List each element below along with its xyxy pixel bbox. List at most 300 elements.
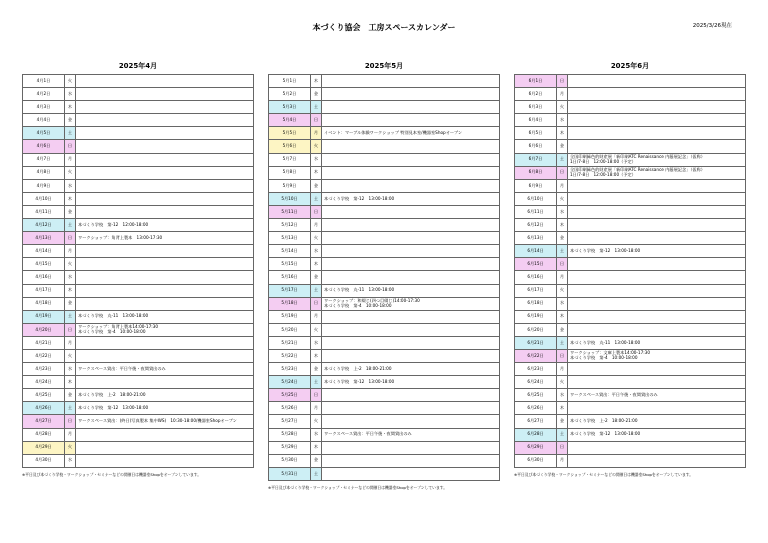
day-row [269, 205, 500, 218]
day-events [568, 428, 746, 441]
day-row [23, 363, 254, 376]
day-weekday: 月 [65, 153, 76, 166]
day-row [515, 441, 746, 454]
day-weekday: 土 [311, 101, 322, 114]
day-date: 5月24日 [269, 376, 311, 389]
day-weekday: 土 [311, 192, 322, 205]
day-date: 4月18日 [23, 297, 65, 310]
day-date: 4月10日 [23, 192, 65, 205]
event-text: 本づくり学校 丸-11 13:00-18:00 [570, 339, 641, 345]
day-date: 5月4日 [269, 114, 311, 127]
footnote: ※平日及び本づくり学校・ワークショップ・セミナーなどの開催日は機器室Shopをオープンしています。 [22, 471, 202, 477]
day-weekday: 金 [557, 140, 568, 153]
day-events [322, 101, 500, 114]
day-weekday: 水 [311, 428, 322, 441]
footnote: ※平日及び本づくり学校・ワークショップ・セミナーなどの開催日は機器室Shopをオープンしています。 [268, 484, 448, 490]
day-events [568, 75, 746, 88]
day-row [515, 88, 746, 101]
day-row [23, 310, 254, 323]
day-row [23, 205, 254, 218]
day-date: 6月7日 [515, 153, 557, 166]
day-row [515, 376, 746, 389]
day-row [23, 258, 254, 271]
day-row [515, 127, 746, 140]
day-row [515, 179, 746, 192]
event-text: 本づくり学校 第-12 13:00-18:00 [78, 405, 149, 411]
event-text: 本づくり学校 第-4 10:00-18:00 [78, 328, 146, 334]
event-text: ワークスペース貸出：平日午後・夜間貸出のみ [78, 365, 166, 371]
event-text: イベント：マーブル体験ワークショップ 特別見本室/機器室Shopオープン [324, 130, 463, 136]
day-events [76, 402, 254, 415]
day-row [515, 258, 746, 271]
day-row [269, 179, 500, 192]
day-date: 4月24日 [23, 376, 65, 389]
day-events [76, 219, 254, 232]
day-date: 4月1日 [23, 75, 65, 88]
day-date: 6月20日 [515, 323, 557, 336]
day-events [322, 166, 500, 179]
day-events [322, 140, 500, 153]
day-row [269, 415, 500, 428]
day-row [269, 258, 500, 271]
day-date: 5月19日 [269, 310, 311, 323]
day-date: 5月1日 [269, 75, 311, 88]
day-events [322, 454, 500, 467]
day-row [269, 402, 500, 415]
day-row [269, 245, 500, 258]
day-date: 4月25日 [23, 389, 65, 402]
day-row [515, 297, 746, 310]
day-date: 5月28日 [269, 428, 311, 441]
day-row [515, 153, 746, 166]
day-row [515, 454, 746, 467]
day-weekday: 日 [65, 140, 76, 153]
day-events [322, 153, 500, 166]
day-weekday: 月 [557, 88, 568, 101]
day-weekday: 月 [557, 271, 568, 284]
day-events [76, 323, 254, 336]
day-events [76, 127, 254, 140]
day-row [269, 441, 500, 454]
event-text: 本づくり学校 第-12 12:00-18:00 [78, 221, 149, 227]
day-events [322, 271, 500, 284]
day-events [322, 336, 500, 349]
day-events [322, 415, 500, 428]
day-weekday: 水 [557, 297, 568, 310]
day-row [269, 219, 500, 232]
event-text: ワークスペース貸出：(終日)写真製本 集中WS) 10:30-18:00/機器室Shopオープン [78, 418, 237, 424]
day-events [322, 75, 500, 88]
day-date: 6月21日 [515, 336, 557, 349]
day-weekday: 日 [311, 205, 322, 218]
day-weekday: 木 [557, 219, 568, 232]
day-date: 4月22日 [23, 349, 65, 362]
day-weekday: 土 [311, 284, 322, 297]
event-text: 本づくり学校 第-4 10:00-18:00 [570, 355, 638, 361]
day-row [23, 441, 254, 454]
day-row [515, 336, 746, 349]
page-title: 本づくり協会 工房スペースカレンダー [312, 23, 456, 32]
day-date: 5月9日 [269, 179, 311, 192]
day-date: 4月15日 [23, 258, 65, 271]
day-row [23, 402, 254, 415]
updated-date: 2025/3/26現在 [692, 23, 732, 29]
day-date: 6月13日 [515, 232, 557, 245]
day-events [568, 389, 746, 402]
day-weekday: 火 [65, 258, 76, 271]
event-text: ワークショップ：角背上製本 13:00-17:30 [78, 234, 163, 240]
event-text: 本づくり学校 上-2 18:00-21:00 [324, 365, 392, 371]
day-row [23, 75, 254, 88]
day-events [76, 376, 254, 389]
day-events [568, 336, 746, 349]
day-date: 4月4日 [23, 114, 65, 127]
day-weekday: 水 [557, 389, 568, 402]
day-date: 5月23日 [269, 363, 311, 376]
day-date: 5月25日 [269, 389, 311, 402]
day-date: 4月23日 [23, 363, 65, 376]
event-text: ワークショップ：文庫上製本14:00-17:30 [570, 350, 651, 356]
day-weekday: 木 [311, 349, 322, 362]
day-weekday: 水 [557, 114, 568, 127]
day-weekday: 土 [557, 428, 568, 441]
day-events [76, 245, 254, 258]
day-events [322, 88, 500, 101]
day-events [322, 428, 500, 441]
day-date: 6月8日 [515, 166, 557, 179]
day-date: 5月13日 [269, 232, 311, 245]
month-title: 2025年6月 [610, 62, 650, 70]
day-events [76, 415, 254, 428]
day-events [76, 310, 254, 323]
day-weekday: 水 [65, 363, 76, 376]
day-date: 4月20日 [23, 323, 65, 336]
day-events [568, 205, 746, 218]
day-date: 6月22日 [515, 349, 557, 362]
day-weekday: 木 [65, 192, 76, 205]
day-events [568, 441, 746, 454]
day-weekday: 水 [65, 271, 76, 284]
day-row [515, 363, 746, 376]
day-date: 6月4日 [515, 114, 557, 127]
day-weekday: 火 [311, 140, 322, 153]
day-row [515, 389, 746, 402]
day-weekday: 日 [65, 232, 76, 245]
day-events [568, 376, 746, 389]
day-weekday: 土 [65, 310, 76, 323]
event-text: 本づくり学校 上-2 18:00-21:00 [570, 418, 638, 424]
day-row [269, 349, 500, 362]
day-weekday: 金 [311, 88, 322, 101]
day-events [76, 428, 254, 441]
day-events [76, 192, 254, 205]
day-events [568, 258, 746, 271]
day-date: 5月29日 [269, 441, 311, 454]
day-row [269, 363, 500, 376]
day-events [76, 349, 254, 362]
day-events [322, 258, 500, 271]
event-text: 本づくり学校 第-4 10:00-18:00 [324, 302, 392, 308]
day-weekday: 月 [65, 428, 76, 441]
day-weekday: 月 [311, 219, 322, 232]
day-row [23, 232, 254, 245]
day-row [23, 349, 254, 362]
calendar-table [514, 74, 746, 468]
day-row [515, 428, 746, 441]
day-row [515, 166, 746, 179]
day-date: 4月9日 [23, 179, 65, 192]
day-date: 6月14日 [515, 245, 557, 258]
day-events [76, 389, 254, 402]
day-date: 6月25日 [515, 389, 557, 402]
day-row [515, 271, 746, 284]
day-events [322, 192, 500, 205]
day-row [23, 376, 254, 389]
day-weekday: 火 [65, 441, 76, 454]
day-events [568, 166, 746, 179]
day-row [23, 179, 254, 192]
day-date: 6月6日 [515, 140, 557, 153]
day-date: 5月30日 [269, 454, 311, 467]
day-weekday: 木 [65, 101, 76, 114]
day-date: 6月15日 [515, 258, 557, 271]
day-row [23, 153, 254, 166]
day-weekday: 日 [557, 258, 568, 271]
day-row [515, 415, 746, 428]
day-events [322, 179, 500, 192]
day-events [568, 402, 746, 415]
day-weekday: 日 [557, 349, 568, 362]
day-date: 5月26日 [269, 402, 311, 415]
day-weekday: 火 [557, 284, 568, 297]
day-weekday: 木 [557, 310, 568, 323]
day-date: 6月16日 [515, 271, 557, 284]
day-weekday: 月 [65, 245, 76, 258]
event-text: ワークスペース貸出：平日午後・夜間貸出のみ [324, 431, 412, 437]
day-date: 4月19日 [23, 310, 65, 323]
day-events [76, 297, 254, 310]
day-weekday: 月 [311, 310, 322, 323]
day-date: 4月26日 [23, 402, 65, 415]
day-date: 4月7日 [23, 153, 65, 166]
day-weekday: 木 [557, 127, 568, 140]
day-row [269, 101, 500, 114]
day-row [515, 284, 746, 297]
day-events [568, 363, 746, 376]
event-text: 1日/7-8日 12:00-18:00（予定） [570, 171, 636, 177]
day-date: 6月9日 [515, 179, 557, 192]
day-date: 5月5日 [269, 127, 311, 140]
day-events [76, 140, 254, 153]
day-weekday: 日 [65, 415, 76, 428]
day-date: 5月20日 [269, 323, 311, 336]
event-text: 本づくり学校 第-12 13:00-18:00 [570, 247, 641, 253]
day-row [269, 284, 500, 297]
day-events [76, 271, 254, 284]
day-weekday: 土 [311, 467, 322, 480]
day-row [269, 310, 500, 323]
day-events [568, 245, 746, 258]
day-row [23, 127, 254, 140]
day-events [322, 310, 500, 323]
day-date: 5月8日 [269, 166, 311, 179]
day-row [515, 310, 746, 323]
day-weekday: 月 [557, 454, 568, 467]
day-weekday: 火 [557, 376, 568, 389]
day-weekday: 水 [311, 245, 322, 258]
day-weekday: 水 [311, 336, 322, 349]
day-weekday: 金 [65, 389, 76, 402]
day-row [23, 88, 254, 101]
day-date: 5月3日 [269, 101, 311, 114]
day-row [269, 454, 500, 467]
event-text: 本づくり学校 第-12 13:00-18:00 [324, 195, 395, 201]
day-row [23, 166, 254, 179]
day-date: 6月10日 [515, 192, 557, 205]
day-date: 5月31日 [269, 467, 311, 480]
day-weekday: 土 [557, 153, 568, 166]
day-row [515, 140, 746, 153]
day-weekday: 木 [311, 441, 322, 454]
day-date: 6月11日 [515, 205, 557, 218]
day-weekday: 土 [557, 336, 568, 349]
day-row [23, 415, 254, 428]
day-events [76, 258, 254, 271]
day-events [76, 166, 254, 179]
day-date: 5月7日 [269, 153, 311, 166]
day-events [322, 245, 500, 258]
event-text: 本づくり学校 丸-11 13:00-18:00 [324, 287, 395, 293]
day-date: 5月11日 [269, 205, 311, 218]
day-weekday: 金 [557, 232, 568, 245]
day-weekday: 金 [557, 323, 568, 336]
month-title: 2025年5月 [364, 62, 404, 70]
day-events [322, 467, 500, 480]
day-row [269, 114, 500, 127]
day-row [23, 140, 254, 153]
day-date: 4月16日 [23, 271, 65, 284]
day-events [76, 363, 254, 376]
day-date: 4月12日 [23, 219, 65, 232]
day-weekday: 金 [65, 114, 76, 127]
day-row [515, 245, 746, 258]
day-row [269, 75, 500, 88]
day-weekday: 土 [557, 245, 568, 258]
day-row [269, 232, 500, 245]
day-row [269, 153, 500, 166]
day-events [76, 284, 254, 297]
day-events [76, 75, 254, 88]
day-date: 4月14日 [23, 245, 65, 258]
day-date: 6月3日 [515, 101, 557, 114]
day-date: 5月10日 [269, 192, 311, 205]
day-row [23, 101, 254, 114]
day-weekday: 土 [311, 376, 322, 389]
day-date: 6月30日 [515, 454, 557, 467]
day-weekday: 火 [311, 323, 322, 336]
day-date: 4月30日 [23, 454, 65, 467]
day-events [322, 219, 500, 232]
day-date: 4月13日 [23, 232, 65, 245]
day-date: 5月16日 [269, 271, 311, 284]
day-weekday: 日 [557, 75, 568, 88]
day-row [269, 428, 500, 441]
day-row [515, 402, 746, 415]
day-weekday: 水 [65, 88, 76, 101]
day-row [269, 166, 500, 179]
day-weekday: 火 [65, 75, 76, 88]
day-weekday: 木 [557, 402, 568, 415]
day-weekday: 火 [311, 415, 322, 428]
day-weekday: 金 [65, 297, 76, 310]
day-events [76, 88, 254, 101]
day-weekday: 金 [65, 205, 76, 218]
day-date: 4月28日 [23, 428, 65, 441]
month-may [268, 60, 500, 491]
day-weekday: 土 [65, 127, 76, 140]
day-events [322, 349, 500, 362]
day-weekday: 火 [65, 349, 76, 362]
day-date: 6月24日 [515, 376, 557, 389]
day-weekday: 土 [65, 402, 76, 415]
month-april [22, 60, 254, 478]
day-date: 6月29日 [515, 441, 557, 454]
day-weekday: 金 [311, 271, 322, 284]
day-events [568, 297, 746, 310]
event-text: 本づくり学校 丸-11 13:00-18:00 [78, 313, 149, 319]
day-weekday: 日 [557, 166, 568, 179]
day-date: 4月6日 [23, 140, 65, 153]
day-date: 4月29日 [23, 441, 65, 454]
day-date: 4月2日 [23, 88, 65, 101]
day-row [269, 376, 500, 389]
day-events [568, 349, 746, 362]
day-row [269, 323, 500, 336]
day-events [568, 271, 746, 284]
day-date: 6月28日 [515, 428, 557, 441]
day-events [568, 153, 746, 166]
footnote: ※平日及び本づくり学校・ワークショップ・セミナーなどの開催日は機器室Shopをオープンしています。 [514, 471, 694, 477]
day-weekday: 金 [311, 454, 322, 467]
event-text: ワークショップ：角背上製本14:00-17:30 [78, 324, 159, 330]
day-events [322, 389, 500, 402]
day-events [322, 376, 500, 389]
day-weekday: 月 [557, 179, 568, 192]
day-row [515, 114, 746, 127]
day-events [568, 192, 746, 205]
day-date: 5月22日 [269, 349, 311, 362]
day-date: 6月1日 [515, 75, 557, 88]
day-weekday: 木 [311, 166, 322, 179]
day-weekday: 水 [65, 179, 76, 192]
day-row [269, 88, 500, 101]
day-events [568, 323, 746, 336]
day-date: 5月18日 [269, 297, 311, 310]
day-date: 4月21日 [23, 336, 65, 349]
day-events [568, 114, 746, 127]
day-weekday: 月 [557, 363, 568, 376]
day-weekday: 木 [311, 75, 322, 88]
day-row [23, 245, 254, 258]
day-events [76, 336, 254, 349]
day-weekday: 木 [65, 376, 76, 389]
day-date: 5月17日 [269, 284, 311, 297]
day-row [23, 284, 254, 297]
day-row [269, 297, 500, 310]
day-events [568, 140, 746, 153]
day-events [568, 415, 746, 428]
day-weekday: 金 [311, 179, 322, 192]
